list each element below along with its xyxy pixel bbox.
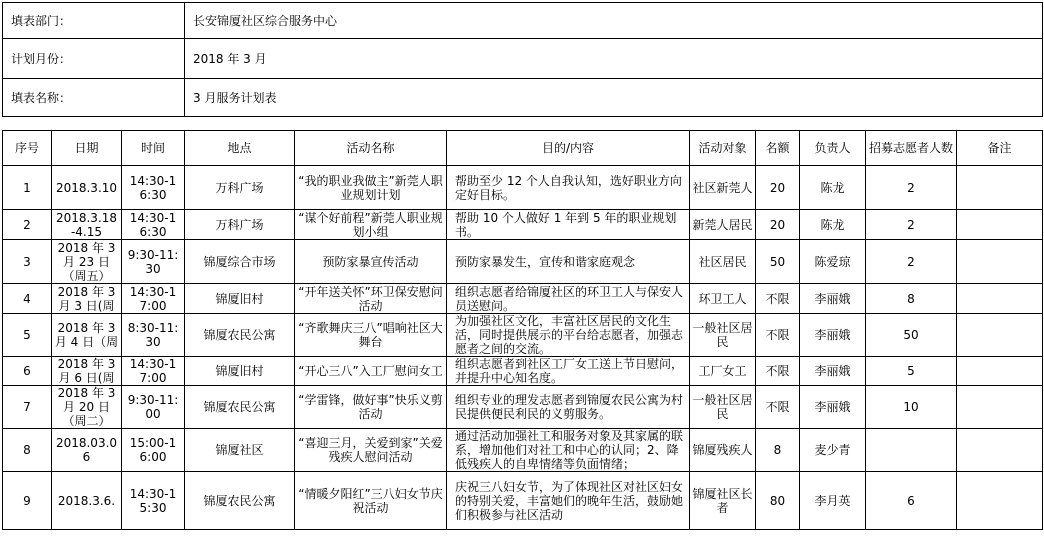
cell-activity-name: “开心三八”入工厂慰问女工	[295, 357, 447, 386]
service-plan-table	[2, 130, 1043, 530]
month-label: 计划月份：	[3, 39, 185, 79]
cell-target: 一般社区居民	[690, 386, 756, 429]
cell-time: 14:30-15:30	[122, 472, 185, 530]
cell-date: 2018.3.10	[52, 166, 122, 210]
cell-time: 9:30-11:30	[122, 240, 185, 284]
cell-no: 3	[3, 240, 52, 284]
month-value: 2018 年 3 月	[185, 39, 1043, 79]
table-row	[3, 386, 1043, 429]
cell-note	[957, 314, 1043, 357]
cell-time: 14:30-16:30	[122, 210, 185, 240]
table-header-row	[3, 131, 1043, 166]
cell-volunteers: 5	[866, 357, 957, 386]
dept-label: 填表部门：	[3, 3, 185, 39]
cell-date: 2018.3.6.	[52, 472, 122, 530]
cell-quota: 不限	[756, 314, 800, 357]
cell-owner: 李丽娥	[800, 314, 866, 357]
cell-target: 锦厦社区长者	[690, 472, 756, 530]
cell-place: 锦厦农民公寓	[185, 472, 295, 530]
table-row	[3, 284, 1043, 314]
cell-place: 锦厦农民公寓	[185, 314, 295, 357]
cell-volunteers: 2	[866, 166, 957, 210]
table-row	[3, 357, 1043, 386]
cell-target: 工厂女工	[690, 357, 756, 386]
cell-note	[957, 166, 1043, 210]
table-row	[3, 210, 1043, 240]
table-row	[3, 240, 1043, 284]
cell-note	[957, 386, 1043, 429]
cell-quota: 8	[756, 429, 800, 472]
form-name-label: 填表名称：	[3, 79, 185, 117]
cell-time: 15:00-16:00	[122, 429, 185, 472]
cell-content: 为加强社区文化，丰富社区居民的文化生活，同时提供展示的平台给志愿者，加强志愿者之间的交流。	[447, 314, 690, 357]
cell-owner: 陈爱琼	[800, 240, 866, 284]
month-row	[3, 39, 1043, 79]
cell-activity-name: “开年送关怀”环卫保安慰问活动	[295, 284, 447, 314]
cell-date: 2018 年 3 月 4 日（周	[52, 314, 122, 357]
cell-content: 组织志愿者给锦厦社区的环卫工人与保安人员送慰问。	[447, 284, 690, 314]
cell-time: 14:30-16:30	[122, 166, 185, 210]
col-header-target: 活动对象	[690, 131, 756, 166]
cell-place: 万科广场	[185, 210, 295, 240]
cell-activity-name: “情暖夕阳红”三八妇女节庆祝活动	[295, 472, 447, 530]
cell-volunteers: 8	[866, 284, 957, 314]
cell-no: 8	[3, 429, 52, 472]
col-header-owner: 负责人	[800, 131, 866, 166]
cell-time: 9:30-11:00	[122, 386, 185, 429]
cell-volunteers: 2	[866, 210, 957, 240]
cell-date: 2018.3.18-4.15	[52, 210, 122, 240]
cell-time: 14:30-17:00	[122, 284, 185, 314]
cell-activity-name: “谋个好前程”新莞人职业规划小组	[295, 210, 447, 240]
col-header-volunteers: 招募志愿者人数	[866, 131, 957, 166]
cell-owner: 李丽娥	[800, 357, 866, 386]
cell-no: 6	[3, 357, 52, 386]
cell-quota: 80	[756, 472, 800, 530]
cell-target: 新莞人居民	[690, 210, 756, 240]
cell-volunteers: 2	[866, 240, 957, 284]
col-header-note: 备注	[957, 131, 1043, 166]
cell-time: 8:30-11:30	[122, 314, 185, 357]
cell-target: 社区新莞人	[690, 166, 756, 210]
cell-no: 1	[3, 166, 52, 210]
cell-target: 锦厦残疾人	[690, 429, 756, 472]
cell-note	[957, 357, 1043, 386]
cell-quota: 不限	[756, 284, 800, 314]
cell-owner: 陈龙	[800, 166, 866, 210]
dept-row	[3, 3, 1043, 39]
table-body	[3, 166, 1043, 530]
cell-time: 14:30-17:00	[122, 357, 185, 386]
cell-owner: 麦少青	[800, 429, 866, 472]
cell-date: 2018 年 3 月 20 日（周二）	[52, 386, 122, 429]
cell-date: 2018 年 3 月 6 日(周	[52, 357, 122, 386]
col-header-time: 时间	[122, 131, 185, 166]
cell-activity-name: “喜迎三月，关爱到家”关爱残疾人慰问活动	[295, 429, 447, 472]
cell-date: 2018.03.06	[52, 429, 122, 472]
col-header-no: 序号	[3, 131, 52, 166]
cell-content: 通过活动加强社工和服务对象及其家属的联系，增加他们对社工和中心的认同；2、降低残疾人的自卑情绪等负面情绪；	[447, 429, 690, 472]
cell-content: 组织志愿者到社区工厂女工送上节日慰问，并提升中心知名度。	[447, 357, 690, 386]
cell-content: 预防家暴发生，宣传和谐家庭观念	[447, 240, 690, 284]
cell-place: 锦厦农民公寓	[185, 386, 295, 429]
cell-target: 社区居民	[690, 240, 756, 284]
table-row	[3, 472, 1043, 530]
cell-volunteers	[866, 429, 957, 472]
table-row	[3, 314, 1043, 357]
cell-content: 组织专业的理发志愿者到锦厦农民公寓为村民提供便民利民的义剪服务。	[447, 386, 690, 429]
col-header-content: 目的/内容	[447, 131, 690, 166]
table-row	[3, 429, 1043, 472]
cell-owner: 李丽娥	[800, 386, 866, 429]
cell-no: 4	[3, 284, 52, 314]
cell-volunteers: 6	[866, 472, 957, 530]
cell-content: 庆祝三八妇女节，为了体现社区对社区妇女的特别关爱，丰富她们的晚年生活，鼓励她们积极参与社区活动	[447, 472, 690, 530]
cell-quota: 20	[756, 166, 800, 210]
cell-place: 锦厦旧村	[185, 357, 295, 386]
cell-owner: 李月英	[800, 472, 866, 530]
form-name-value: 3 月服务计划表	[185, 79, 1043, 117]
cell-content: 帮助至少 12 个人自我认知，选好职业方向定好目标。	[447, 166, 690, 210]
cell-quota: 50	[756, 240, 800, 284]
form-name-row	[3, 79, 1043, 117]
cell-note	[957, 210, 1043, 240]
cell-quota: 20	[756, 210, 800, 240]
cell-note	[957, 472, 1043, 530]
cell-place: 锦厦旧村	[185, 284, 295, 314]
cell-owner: 李丽娥	[800, 284, 866, 314]
cell-no: 2	[3, 210, 52, 240]
cell-target: 环卫工人	[690, 284, 756, 314]
cell-no: 9	[3, 472, 52, 530]
cell-place: 万科广场	[185, 166, 295, 210]
cell-volunteers: 10	[866, 386, 957, 429]
cell-activity-name: 预防家暴宣传活动	[295, 240, 447, 284]
cell-activity-name: “齐歌舞庆三八”唱响社区大舞台	[295, 314, 447, 357]
cell-note	[957, 429, 1043, 472]
cell-place: 锦厦综合市场	[185, 240, 295, 284]
cell-no: 7	[3, 386, 52, 429]
cell-owner: 陈龙	[800, 210, 866, 240]
cell-volunteers: 50	[866, 314, 957, 357]
col-header-activity: 活动名称	[295, 131, 447, 166]
cell-activity-name: “学雷锋，做好事”快乐义剪活动	[295, 386, 447, 429]
cell-no: 5	[3, 314, 52, 357]
cell-note	[957, 284, 1043, 314]
cell-quota: 不限	[756, 386, 800, 429]
cell-quota: 不限	[756, 357, 800, 386]
cell-activity-name: “我的职业我做主”新莞人职业规划计划	[295, 166, 447, 210]
cell-date: 2018 年 3 月 3 日(周	[52, 284, 122, 314]
dept-value: 长安锦厦社区综合服务中心	[185, 3, 1043, 39]
cell-note	[957, 240, 1043, 284]
cell-content: 帮助 10 个人做好 1 年到 5 年的职业规划书。	[447, 210, 690, 240]
cell-target: 一般社区居民	[690, 314, 756, 357]
cell-place: 锦厦社区	[185, 429, 295, 472]
cell-date: 2018 年 3 月 23 日（周五）	[52, 240, 122, 284]
col-header-place: 地点	[185, 131, 295, 166]
col-header-quota: 名额	[756, 131, 800, 166]
form-header-table	[2, 2, 1043, 117]
col-header-date: 日期	[52, 131, 122, 166]
table-row	[3, 166, 1043, 210]
